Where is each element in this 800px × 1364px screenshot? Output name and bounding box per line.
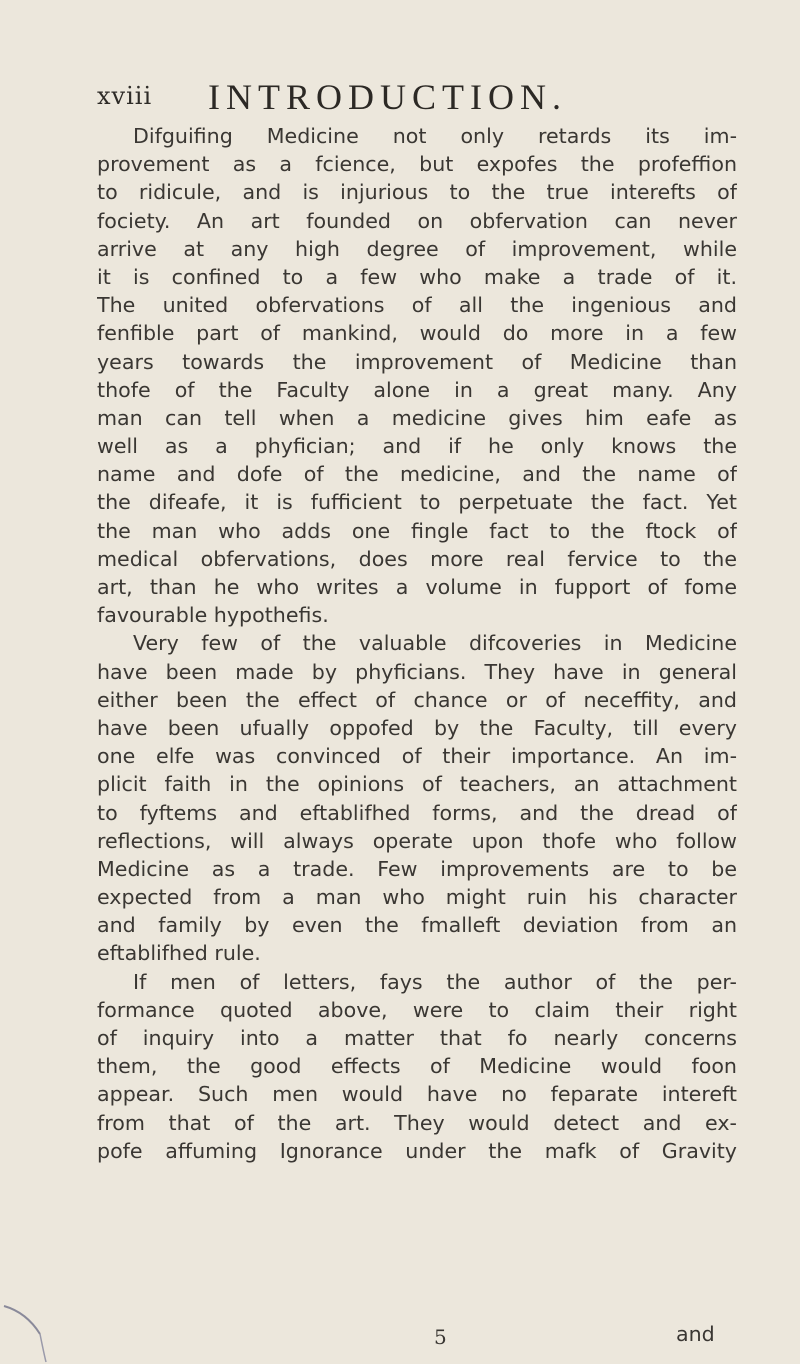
text-line: either been the effect of chance or of neceffity, and: [97, 687, 737, 712]
text-line: Medicine as a trade. Few improvements are to be: [97, 856, 737, 881]
text-line: reflections, will always operate upon thofe who follow: [97, 828, 737, 853]
text-line: If men of letters, fays the author of the per-: [133, 969, 737, 994]
text-line: have been ufually oppofed by the Faculty, till every: [97, 715, 737, 740]
text-line: name and dofe of the medicine, and the name of: [97, 462, 737, 487]
text-line: The united obfervations of all the ingenious and: [97, 293, 737, 318]
text-line: one elfe was convinced of their importance. An im-: [97, 744, 737, 769]
text-line: of inquiry into a matter that fo nearly concerns: [97, 1026, 737, 1050]
running-head: INTRODUCTION.: [208, 77, 567, 117]
text-line: art, than he who writes a volume in fupport of fome: [97, 575, 737, 599]
text-line: plicit faith in the opinions of teachers, an attachment: [97, 772, 737, 797]
text-line: thofe of the Faculty alone in a great many. Any: [97, 377, 737, 402]
page-corner-curl-icon: [0, 1304, 80, 1364]
text-line: years towards the improvement of Medicine than: [97, 349, 737, 374]
text-line: provement as a fcience, but expofes the profeffion: [97, 152, 737, 177]
signature-mark: 5: [434, 1325, 447, 1349]
text-line: fenfible part of mankind, would do more in a few: [97, 321, 737, 346]
catchword: and: [676, 1322, 715, 1346]
text-line: fociety. An art founded on obfervation can never: [97, 208, 737, 233]
body-text: [97, 122, 737, 1165]
text-line: medical obfervations, does more real fervice to the: [97, 546, 737, 571]
text-line: eftablifhed rule.: [97, 941, 261, 966]
text-line: and family by even the fmalleft deviation from an: [97, 913, 737, 938]
text-line: favourable hypothefis.: [97, 603, 329, 628]
text-line: the difeafe, it is fufficient to perpetuate the fact. Yet: [97, 490, 737, 515]
text-line: appear. Such men would have no feparate intereft: [97, 1082, 737, 1107]
text-line: the man who adds one fingle fact to the ftock of: [97, 518, 737, 543]
text-line: have been made by phyficians. They have in general: [97, 659, 737, 684]
text-line: it is confined to a few who make a trade of it.: [97, 264, 737, 289]
text-line: formance quoted above, were to claim their right: [97, 997, 737, 1022]
text-line: man can tell when a medicine gives him eafe as: [97, 405, 737, 430]
text-line: Very few of the valuable difcoveries in Medicine: [133, 631, 737, 656]
text-line: from that of the art. They would detect and ex-: [97, 1110, 737, 1135]
text-line: to ridicule, and is injurious to the true interefts of: [97, 180, 737, 205]
text-line: well as a phyfician; and if he only knows the: [97, 434, 737, 459]
text-line: them, the good effects of Medicine would foon: [97, 1054, 737, 1079]
text-line: pofe affuming Ignorance under the mafk of Gravity: [97, 1138, 737, 1163]
text-line: to fyftems and eftablifhed forms, and the dread of: [97, 800, 737, 825]
page-folio: xviii: [97, 82, 153, 110]
text-line: Difguifing Medicine not only retards its im-: [133, 124, 737, 148]
text-line: arrive at any high degree of improvement, while: [97, 236, 737, 261]
text-line: expected from a man who might ruin his character: [97, 885, 737, 910]
